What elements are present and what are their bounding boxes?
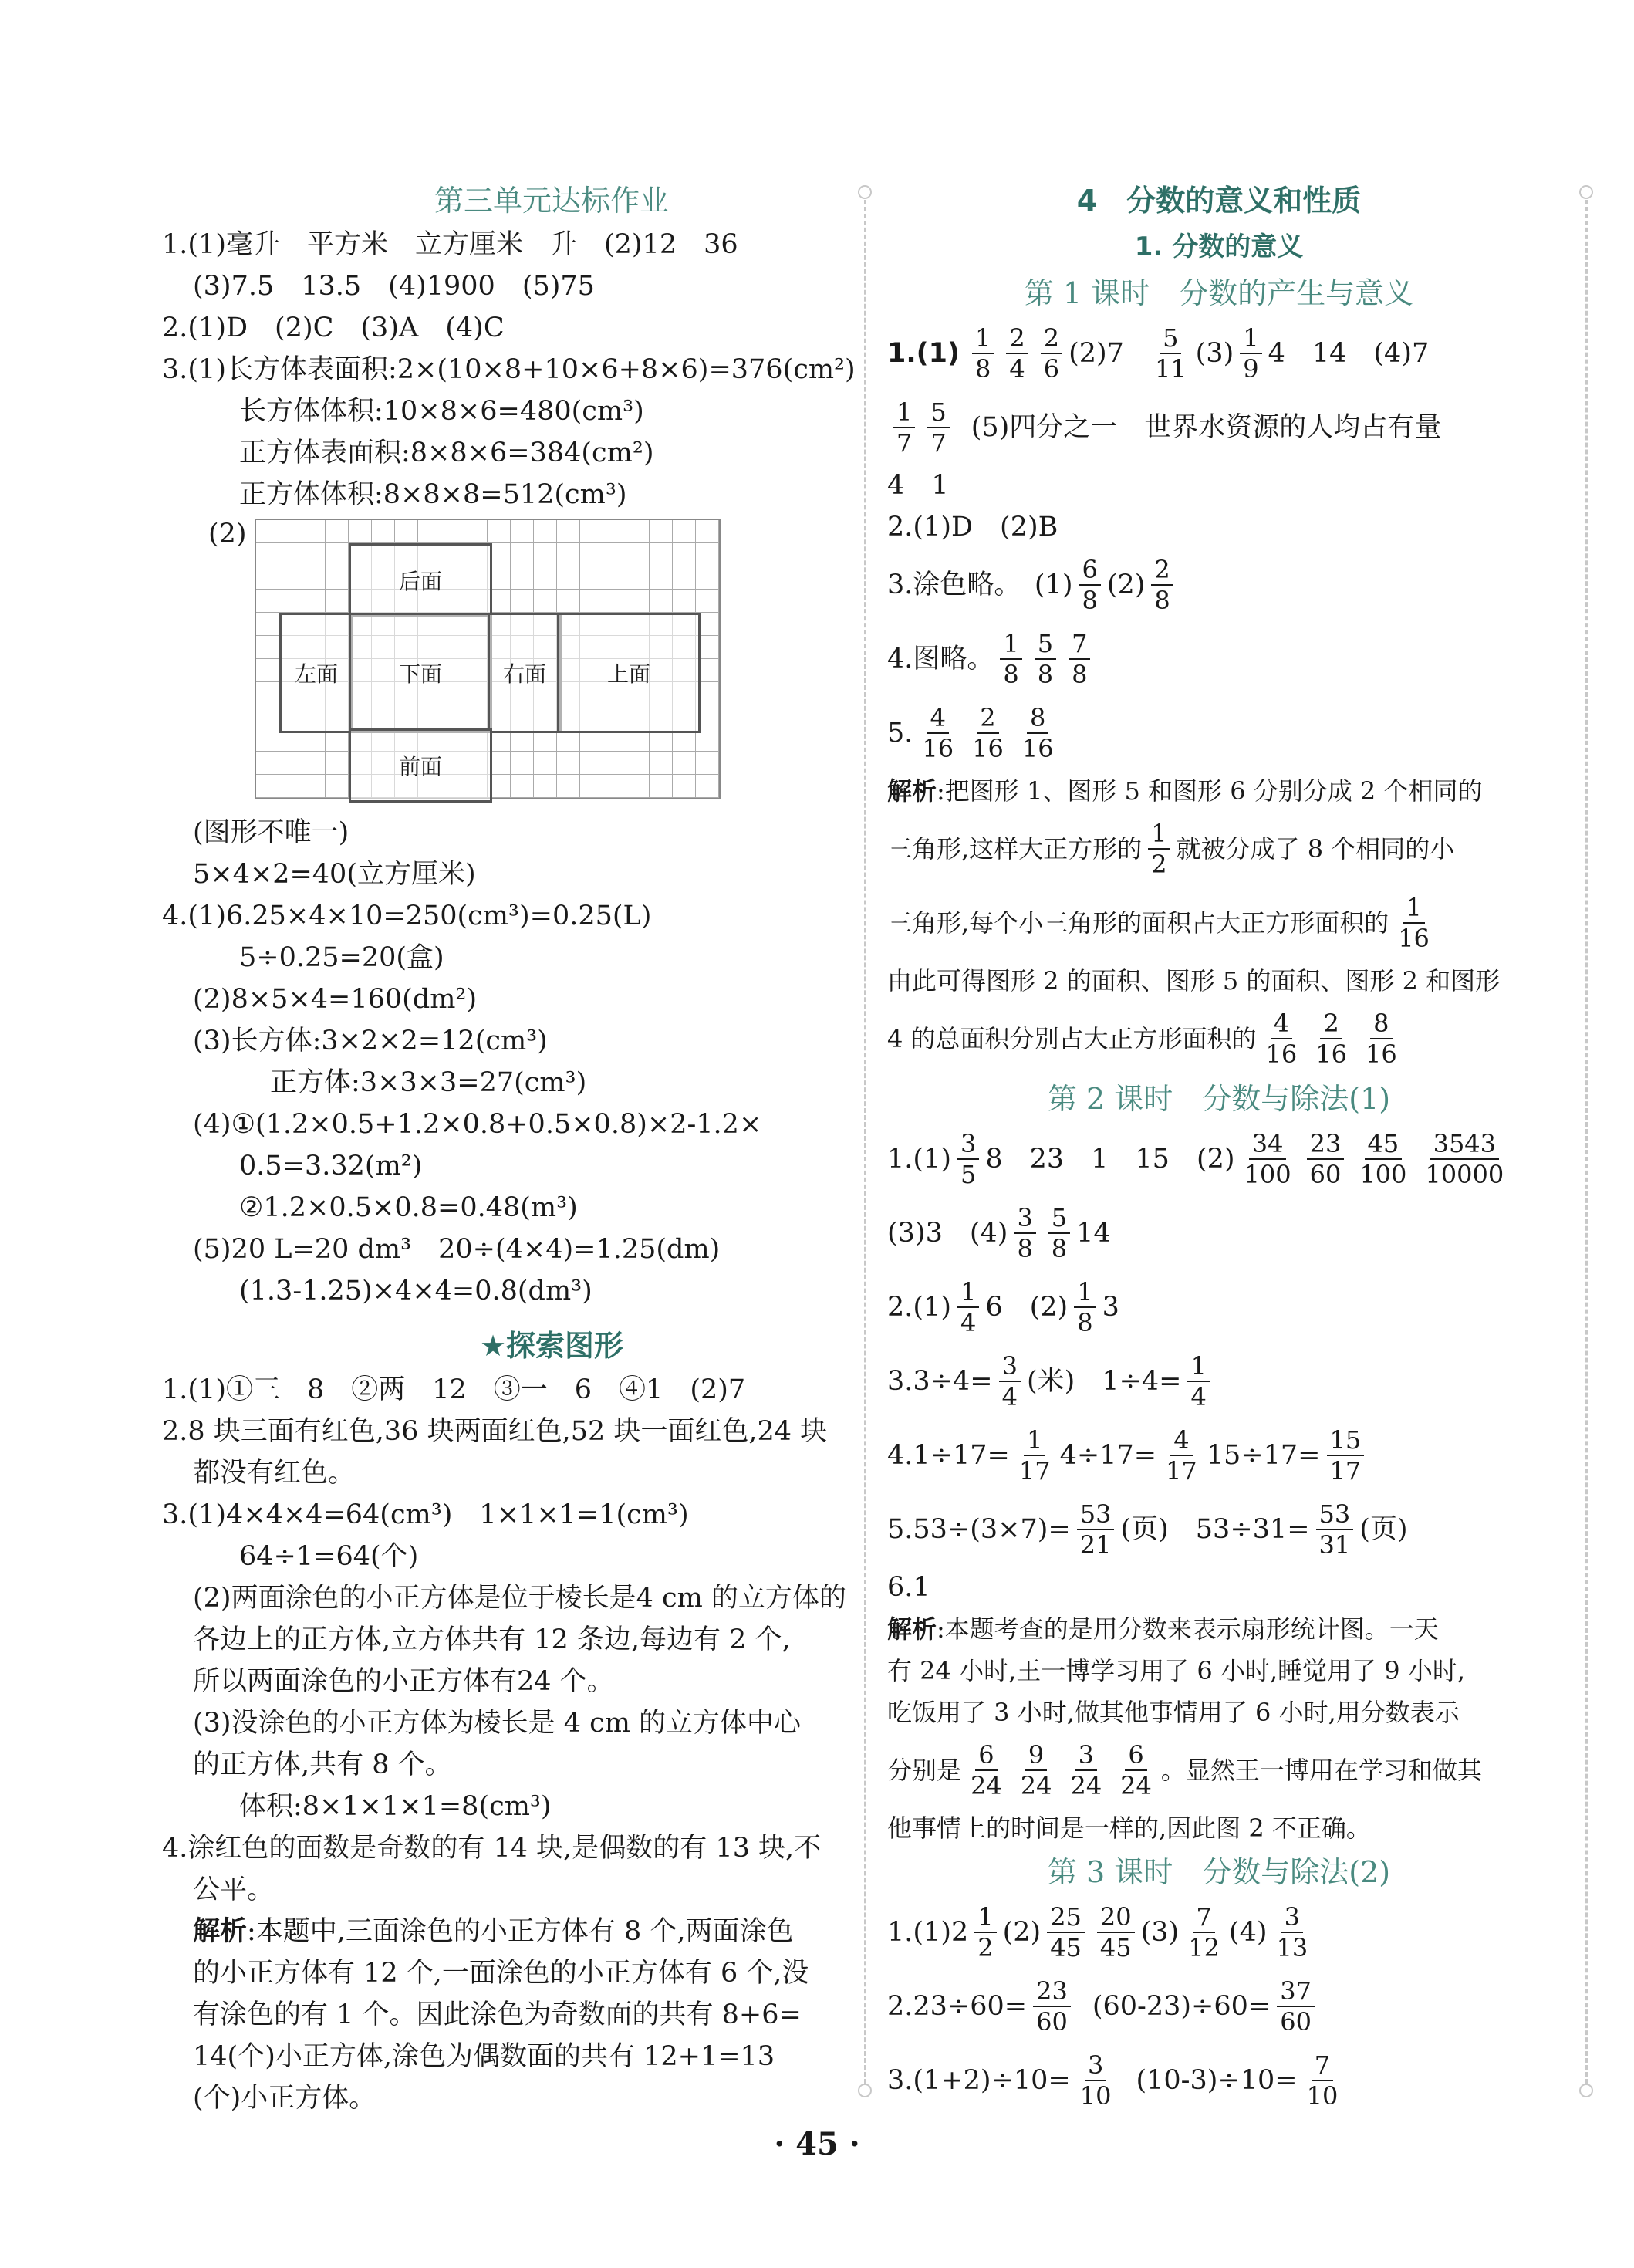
numerator: 1 (1240, 323, 1261, 354)
denominator: 24 (1020, 1771, 1052, 1800)
answer-line (887, 1895, 1551, 1969)
numerator: 1 (1403, 893, 1424, 924)
denominator: 100 (1359, 1160, 1407, 1189)
numerator: 45 (1365, 1129, 1403, 1160)
answer-line (887, 1969, 1551, 2043)
answer-line: (4)①(1.2×0.5+1.2×0.8+0.5×0.8)×2-1.2× (193, 1109, 762, 1140)
answer-line: 的正方体,共有 8 个。 (193, 1749, 452, 1780)
fraction (1079, 555, 1100, 615)
denominator: 4 (960, 1308, 977, 1337)
answer-line: 1.(1)①三 8 ②两 12 ③一 6 ④1 (2)7 (162, 1374, 746, 1405)
answer-text: 5.53÷(3×7)= (887, 1514, 1071, 1545)
answer-text: 2.(1) (887, 1292, 951, 1323)
net-face-bottom: 下面 (349, 613, 492, 733)
fraction (974, 1902, 996, 1962)
answer-line: 正方体体积:8×8×8=512(cm³) (239, 479, 627, 510)
analysis-line (887, 1608, 1551, 1650)
denominator: 24 (1120, 1771, 1152, 1800)
denominator: 16 (972, 734, 1004, 763)
fraction (1304, 2050, 1342, 2111)
answer-text: (3)3 (4) (887, 1218, 1008, 1249)
fraction (893, 397, 915, 458)
net-face-back: 后面 (349, 543, 492, 617)
numerator: 6 (1125, 1740, 1146, 1771)
numerator: 6 (1079, 555, 1100, 586)
analysis-line (887, 1002, 1551, 1076)
fraction (967, 1740, 1005, 1800)
fraction (1240, 323, 1261, 384)
answer-text: 5. (887, 718, 913, 749)
net-face-front: 前面 (349, 728, 492, 803)
fraction (1074, 1277, 1096, 1337)
fraction (1185, 1902, 1223, 1962)
answer-line (887, 1418, 1551, 1492)
numerator: 2 (1041, 323, 1062, 354)
fraction (1019, 703, 1057, 763)
fraction (969, 703, 1007, 763)
fraction (1077, 1499, 1115, 1560)
fraction (1163, 1425, 1200, 1486)
denominator: 16 (922, 734, 954, 763)
grid-paper (255, 519, 721, 799)
analysis-label: 解析 (887, 1614, 937, 1644)
fraction (1067, 1740, 1105, 1800)
answer-line: 3.(1)长方体表面积:2×(10×8+10×6+8×6)=376(cm²) (162, 354, 856, 385)
numerator: 3 (999, 1351, 1021, 1382)
right-edge-divider (1585, 193, 1588, 2084)
lesson-title: 第 3 课时 分数与除法(2) (1047, 1855, 1391, 1889)
analysis-label: 解析 (193, 1916, 248, 1947)
answer-text: (2) (1002, 1917, 1042, 1948)
numerator: 4 (1271, 1009, 1292, 1039)
unit-title: 第三单元达标作业 (434, 184, 669, 218)
analysis-line (887, 770, 1551, 812)
answer-text: (页) 53÷31= (1120, 1514, 1310, 1545)
fraction (957, 1129, 979, 1189)
numerator: 3 (1085, 2050, 1106, 2081)
numerator: 2 (1006, 323, 1028, 354)
denominator: 100 (1244, 1160, 1291, 1189)
analysis-line: 14(个)小正方体,涂色为偶数面的共有 12+1=13 (193, 2041, 775, 2072)
denominator: 8 (1077, 1308, 1093, 1337)
fraction (1097, 1902, 1135, 1962)
answer-line: 5×4×2=40(立方厘米) (193, 859, 476, 890)
fraction (1395, 893, 1433, 953)
fraction (1187, 1351, 1209, 1411)
denominator: 16 (1365, 1039, 1397, 1069)
denominator: 7 (930, 428, 947, 458)
analysis-line (887, 1733, 1551, 1807)
fraction (999, 1351, 1021, 1411)
answer-line (887, 2043, 1551, 2118)
numerator: 23 (1033, 1976, 1071, 2007)
denominator: 8 (975, 354, 991, 384)
divider-dot (1579, 185, 1593, 199)
left-column (162, 177, 941, 2119)
answer-line: 都没有红色。 (193, 1458, 356, 1489)
fraction (1151, 555, 1173, 615)
fraction (1356, 1129, 1409, 1189)
numerator: 7 (1312, 2050, 1333, 2081)
answer-line: ②1.2×0.5×0.8=0.48(m³) (239, 1192, 578, 1223)
denominator: 8 (1154, 586, 1170, 615)
denominator: 45 (1050, 1933, 1082, 1962)
answer-line: 4 1 (887, 470, 949, 501)
net-face-top: 上面 (557, 613, 701, 733)
fraction (957, 1277, 979, 1337)
answer-line (887, 390, 1551, 465)
fraction (1006, 323, 1028, 384)
answer-line (887, 622, 1551, 696)
answer-text: 6 (2) (985, 1292, 1069, 1323)
answer-line: 长方体体积:10×8×6=480(cm³) (239, 396, 644, 427)
analysis-line (887, 812, 1551, 886)
denominator: 17 (1329, 1456, 1362, 1486)
fraction (1316, 1499, 1354, 1560)
fraction (1241, 1129, 1295, 1189)
numerator: 34 (1249, 1129, 1287, 1160)
denominator: 9 (1243, 354, 1259, 384)
denominator: 45 (1099, 1933, 1132, 1962)
denominator: 17 (1166, 1456, 1197, 1486)
analysis-line: 由此可得图形 2 的面积、图形 5 的面积、图形 2 和图形 (887, 966, 1501, 995)
answer-line (887, 1270, 1551, 1344)
answer-text: 3.3÷4= (887, 1366, 993, 1397)
chapter-title: 4 分数的意义和性质 (1076, 184, 1362, 218)
answer-text: (页) (1359, 1514, 1408, 1545)
denominator: 31 (1318, 1530, 1351, 1560)
fraction (1117, 1740, 1155, 1800)
denominator: 8 (1051, 1234, 1068, 1263)
answer-text: 1.(1)2 (887, 1917, 969, 1948)
numerator: 4 (1170, 1425, 1192, 1456)
numerator: 5 (1048, 1203, 1070, 1234)
numerator: 53 (1077, 1499, 1115, 1530)
numerator: 37 (1277, 1976, 1315, 2007)
fraction (1362, 1009, 1400, 1069)
numerator: 5 (927, 397, 949, 428)
divider-dot (1579, 2084, 1593, 2097)
answer-line: (2)两面涂色的小正方体是位于棱长是4 cm 的立方体的 (193, 1583, 846, 1614)
fraction (1000, 629, 1021, 689)
denominator: 8 (1082, 586, 1098, 615)
numerator: 20 (1097, 1902, 1135, 1933)
answer-line: 3.(1)4×4×4=64(cm³) 1×1×1=1(cm³) (162, 1499, 689, 1530)
net-face-right: 右面 (488, 613, 562, 733)
answer-line: 4.(1)6.25×4×10=250(cm³)=0.25(L) (162, 901, 652, 931)
fraction (1018, 1740, 1055, 1800)
lesson-title: 第 1 课时 分数的产生与意义 (1024, 276, 1414, 310)
part-label: (2) (208, 519, 247, 549)
numerator: 8 (1370, 1009, 1392, 1039)
denominator: 13 (1276, 1933, 1308, 1962)
answer-line: (3)7.5 13.5 (4)1900 (5)75 (193, 271, 595, 302)
fraction (1077, 2050, 1115, 2111)
answer-line: 2.(1)D (2)B (887, 512, 1058, 542)
numerator: 1 (1074, 1277, 1096, 1308)
analysis-text: 三角形,每个小三角形的面积占大正方形面积的 (887, 908, 1389, 938)
numerator: 3 (1281, 1902, 1303, 1933)
fraction (1312, 1009, 1350, 1069)
answer-line (887, 1122, 1551, 1196)
denominator: 11 (1154, 354, 1187, 384)
answer-line (887, 1196, 1551, 1270)
numerator: 5 (1160, 323, 1181, 354)
numerator: 1 (893, 397, 915, 428)
denominator: 60 (1309, 1160, 1342, 1189)
fraction (1033, 1976, 1071, 2036)
fraction (1327, 1425, 1365, 1486)
denominator: 16 (1021, 734, 1054, 763)
denominator: 2 (977, 1933, 994, 1962)
numerator: 1 (1148, 819, 1170, 850)
numerator: 1 (957, 1277, 979, 1308)
fraction (1263, 1009, 1301, 1069)
denominator: 5 (960, 1160, 977, 1189)
denominator: 6 (1043, 354, 1060, 384)
answer-line: 0.5=3.32(m²) (239, 1151, 423, 1181)
answer-text: (4) (1228, 1917, 1268, 1948)
answer-line: 4.涂红色的面数是奇数的有 14 块,是偶数的有 13 块,不 (162, 1833, 822, 1864)
denominator: 8 (1017, 1234, 1033, 1263)
answer-line (887, 696, 1551, 770)
numerator: 1 (974, 1902, 996, 1933)
analysis-line (887, 886, 1551, 960)
explore-title: ★探索图形 (479, 1329, 624, 1363)
numerator: 1 (1187, 1351, 1209, 1382)
answer-line: (5)20 L=20 dm³ 20÷(4×4)=1.25(dm) (193, 1234, 721, 1265)
fraction (1152, 323, 1190, 384)
fraction (1148, 819, 1170, 879)
answer-text: (2)7 (1069, 338, 1124, 369)
fraction (1041, 323, 1062, 384)
fraction (927, 397, 949, 458)
numerator: 3 (1014, 1203, 1035, 1234)
denominator: 21 (1079, 1530, 1112, 1560)
denominator: 60 (1280, 2007, 1312, 2036)
answer-line (887, 1344, 1551, 1418)
denominator: 12 (1188, 1933, 1220, 1962)
numerator: 2 (1320, 1009, 1342, 1039)
answer-text: (60-23)÷60= (1092, 1991, 1271, 2022)
analysis-line: (个)小正方体。 (193, 2083, 376, 2114)
answer-line: 所以两面涂色的小正方体有24 个。 (193, 1666, 614, 1697)
analysis-text: :本题考查的是用分数来表示扇形统计图。一天 (937, 1614, 1439, 1644)
numerator: 1 (1000, 629, 1021, 660)
answer-line: 公平。 (193, 1874, 275, 1905)
analysis-line: 有 24 小时,王一博学习用了 6 小时,睡觉用了 9 小时, (887, 1656, 1465, 1685)
analysis-line (162, 1911, 941, 1952)
fraction (1035, 629, 1056, 689)
numerator: 7 (1069, 629, 1090, 660)
denominator: 7 (896, 428, 913, 458)
numerator: 3543 (1430, 1129, 1499, 1160)
answer-line: 1.(1)毫升 平方米 立方厘米 升 (2)12 36 (162, 229, 738, 260)
answer-text: 2.23÷60= (887, 1991, 1028, 2022)
answer-text: 3 (1102, 1292, 1119, 1323)
answer-line: 6.1 (887, 1572, 930, 1603)
numerator: 5 (1035, 629, 1056, 660)
answer-text: (米) 1÷4= (1026, 1366, 1182, 1397)
numerator: 15 (1327, 1425, 1365, 1456)
denominator: 10 (1079, 2081, 1112, 2111)
fraction (1277, 1976, 1315, 2036)
answer-line: 体积:8×1×1×1=8(cm³) (239, 1791, 552, 1822)
answer-text: 3.涂色略。 (1) (887, 570, 1073, 600)
answer-line (887, 548, 1551, 622)
numerator: 3 (957, 1129, 979, 1160)
numerator: 3 (1075, 1740, 1097, 1771)
answer-text: 15÷17= (1206, 1440, 1321, 1471)
denominator: 8 (1003, 660, 1019, 689)
answer-text: 1.(1) (887, 1144, 951, 1175)
fraction (1274, 1902, 1312, 1962)
net-face-left: 左面 (279, 613, 353, 733)
answer-line: (2)8×5×4=160(dm²) (193, 984, 478, 1015)
denominator: 60 (1036, 2007, 1068, 2036)
numerator: 7 (1193, 1902, 1214, 1933)
fraction (1016, 1425, 1054, 1486)
answer-line: (3)长方体:3×2×2=12(cm³) (193, 1026, 548, 1056)
analysis-text: 三角形,这样大正方形的 (887, 834, 1143, 864)
fraction (972, 323, 994, 384)
answer-text: (3) (1195, 338, 1234, 369)
denominator: 16 (1315, 1039, 1347, 1069)
answer-text: 4.1÷17= (887, 1440, 1010, 1471)
answer-line: 正方体表面积:8×8×6=384(cm²) (239, 438, 654, 468)
answer-line: 2.(1)D (2)C (3)A (4)C (162, 313, 505, 343)
cube-net-figure (162, 519, 941, 812)
fraction (1048, 1203, 1070, 1263)
denominator: 2 (1151, 850, 1167, 879)
denominator: 8 (1072, 660, 1088, 689)
fraction (1307, 1129, 1345, 1189)
numerator: 25 (1047, 1902, 1085, 1933)
analysis-text: 分别是 (887, 1756, 962, 1785)
analysis-label: 解析 (887, 776, 937, 806)
page-number: · 45 · (774, 2126, 860, 2162)
numerator: 1 (972, 323, 994, 354)
numerator: 1 (1024, 1425, 1045, 1456)
fraction (1422, 1129, 1507, 1189)
denominator: 17 (1018, 1456, 1051, 1486)
answer-prefix: 1.(1) (887, 338, 960, 369)
answer-text: (10-3)÷10= (1136, 2065, 1298, 2096)
answer-line: 正方体:3×3×3=27(cm³) (270, 1067, 587, 1098)
denominator: 10 (1306, 2081, 1339, 2111)
answer-text: 4÷17= (1059, 1440, 1157, 1471)
answer-text: 4.图略。 (887, 644, 994, 674)
answer-line: 2.8 块三面有红色,36 块两面红色,52 块一面红色,24 块 (162, 1416, 828, 1447)
analysis-text: :本题中,三面涂色的小正方体有 8 个,两面涂色 (247, 1916, 794, 1947)
answer-line: 各边上的正方体,立方体共有 12 条边,每边有 2 个, (193, 1624, 791, 1655)
analysis-line: 他事情上的时间是一样的,因此图 2 不正确。 (887, 1813, 1371, 1843)
answer-line: (1.3-1.25)×4×4=0.8(dm³) (239, 1276, 592, 1306)
answer-text: (3) (1140, 1917, 1180, 1948)
fraction (1047, 1902, 1085, 1962)
denominator: 4 (1009, 354, 1025, 384)
answer-line: 5÷0.25=20(盒) (239, 942, 444, 973)
answer-line: 64÷1=64(个) (239, 1541, 419, 1572)
analysis-line: 吃饭用了 3 小时,做其他事情用了 6 小时,用分数表示 (887, 1698, 1460, 1727)
fraction (919, 703, 957, 763)
answer-line: (图形不唯一) (193, 817, 349, 848)
numerator: 2 (1151, 555, 1173, 586)
numerator: 23 (1307, 1129, 1345, 1160)
analysis-text: :把图形 1、图形 5 和图形 6 分别分成 2 个相同的 (937, 776, 1483, 806)
answer-line (887, 1492, 1551, 1567)
answer-text: (2) (1106, 570, 1146, 600)
denominator: 24 (1070, 1771, 1102, 1800)
numerator: 8 (1027, 703, 1048, 734)
answer-text: 8 23 1 15 (2) (985, 1144, 1235, 1175)
denominator: 4 (1001, 1382, 1018, 1411)
numerator: 6 (975, 1740, 997, 1771)
fraction (1069, 629, 1090, 689)
analysis-line: 的小正方体有 12 个,一面涂色的小正方体有 6 个,没 (193, 1958, 809, 1989)
denominator: 24 (971, 1771, 1002, 1800)
answer-text: (5)四分之一 世界水资源的人均占有量 (971, 412, 1442, 443)
right-column (887, 177, 1551, 2118)
answer-line (887, 316, 1551, 390)
denominator: 16 (1398, 924, 1430, 953)
answer-text: 3.(1+2)÷10= (887, 2065, 1071, 2096)
analysis-text: 4 的总面积分别占大正方形面积的 (887, 1024, 1257, 1053)
analysis-text: 就被分成了 8 个相同的小 (1176, 834, 1455, 864)
analysis-text: 。显然王一博用在学习和做其 (1160, 1756, 1482, 1785)
section-title: 1. 分数的意义 (1134, 232, 1304, 262)
fraction (1014, 1203, 1035, 1263)
answer-text: 4 14 (4)7 (1268, 338, 1430, 369)
answer-line: (3)没涂色的小正方体为棱长是 4 cm 的立方体中心 (193, 1708, 802, 1739)
numerator: 2 (977, 703, 998, 734)
denominator: 4 (1190, 1382, 1207, 1411)
numerator: 9 (1025, 1740, 1047, 1771)
answer-text: 14 (1076, 1218, 1111, 1249)
numerator: 53 (1316, 1499, 1354, 1530)
denominator: 8 (1037, 660, 1054, 689)
numerator: 4 (927, 703, 949, 734)
denominator: 16 (1265, 1039, 1298, 1069)
denominator: 10000 (1425, 1160, 1504, 1189)
lesson-title: 第 2 课时 分数与除法(1) (1047, 1082, 1391, 1116)
analysis-line: 有涂色的有 1 个。因此涂色为奇数面的共有 8+6= (193, 1999, 802, 2030)
